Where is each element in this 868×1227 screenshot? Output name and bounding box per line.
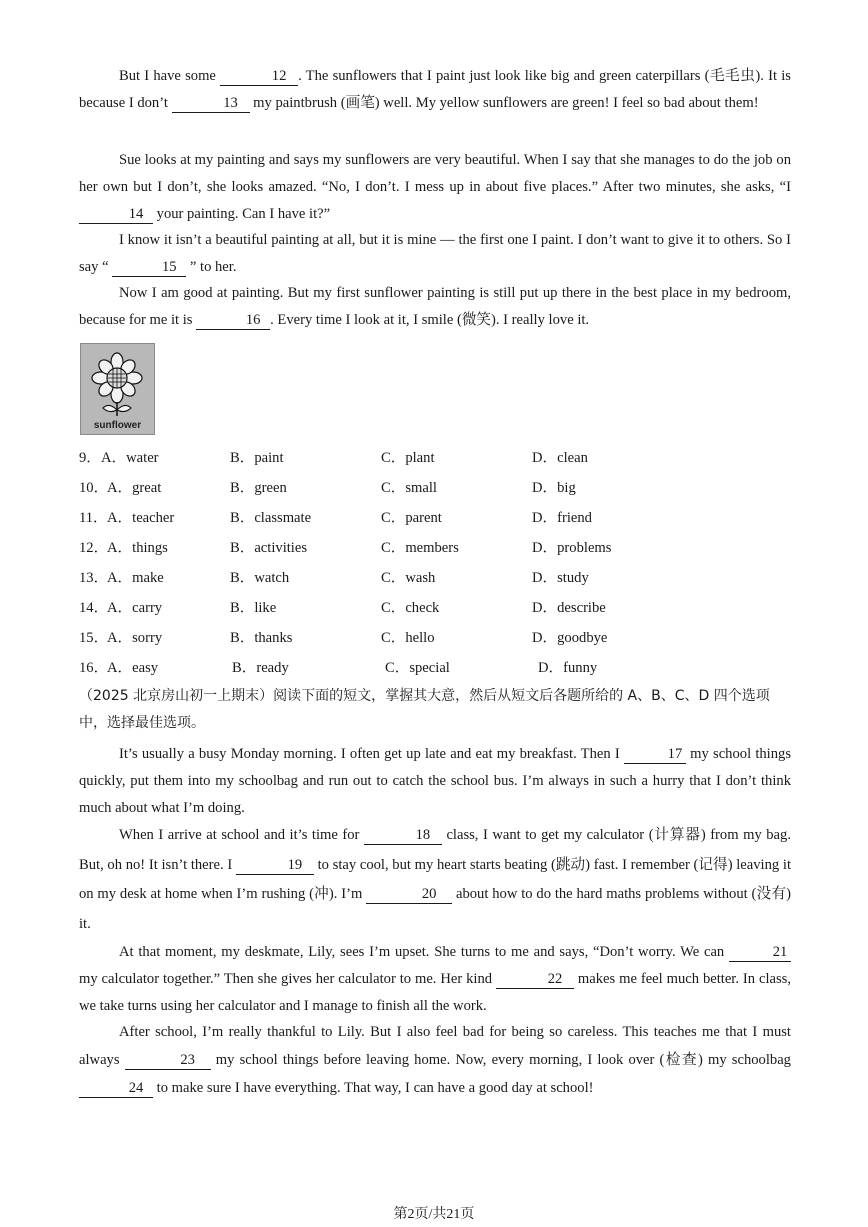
paragraph-p5 bbox=[79, 741, 791, 822]
blank-22: 22 bbox=[496, 971, 574, 989]
option-d: D．describe bbox=[532, 600, 606, 616]
option-d: D．friend bbox=[532, 510, 592, 526]
question-number: 13． bbox=[79, 570, 109, 586]
text-run: Now I am good at painting. But my first sunflower painting is still put up there in the best place in my bedroom, because for me it is bbox=[79, 285, 791, 328]
paragraph-p6 bbox=[79, 821, 791, 939]
option-c: C．plant bbox=[381, 450, 435, 466]
text-run: makes me feel much better. In class, we take turns using her calculator and I manage to finish all the work. bbox=[79, 971, 791, 1014]
question-number: 10． bbox=[79, 480, 109, 496]
option-d: D．big bbox=[532, 480, 576, 496]
text-run: to stay cool, but my heart starts beating (跳动) fast. I remember (记得) leaving it on my desk at home when I’m rushing (冲). I’m bbox=[79, 856, 792, 902]
option-c: C．check bbox=[381, 600, 440, 616]
question-number: 9． bbox=[79, 450, 101, 466]
paragraph-p3 bbox=[79, 227, 791, 281]
blank-24: 24 bbox=[79, 1080, 153, 1098]
text-run: my paintbrush (画笔) well. My yellow sunflowers are green! I feel so bad about them! bbox=[249, 95, 759, 111]
page-footer: 第2页/共21页 bbox=[393, 1207, 475, 1222]
blank-20: 20 bbox=[366, 886, 452, 904]
option-b: B．classmate bbox=[230, 510, 312, 526]
paragraph-p2 bbox=[79, 147, 791, 228]
section-intro: （2025 北京房山初一上期末）阅读下面的短文，掌握其大意，然后从短文后各题所给的 A、B、C、D 四个选项中，选择最佳选项。 bbox=[79, 688, 770, 731]
blank-18: 18 bbox=[364, 827, 442, 845]
paragraph-p4 bbox=[79, 280, 791, 334]
option-a: A．easy bbox=[107, 660, 159, 676]
blank-19: 19 bbox=[236, 857, 314, 875]
option-c: C．hello bbox=[381, 630, 435, 646]
option-b: B．watch bbox=[230, 570, 290, 586]
text-run: ” to her. bbox=[186, 259, 237, 275]
text-run: But I have some bbox=[119, 68, 221, 84]
text-run: about how to do the hard maths problems without (没有) it. bbox=[79, 886, 791, 932]
option-b: B．ready bbox=[232, 660, 289, 676]
option-c: C．special bbox=[385, 660, 450, 676]
option-b: B．thanks bbox=[230, 630, 293, 646]
text-run: class, I want to get my calculator (计算器) from my bag. But, oh no! It isn’t there. I bbox=[79, 827, 791, 873]
option-a: A．make bbox=[107, 570, 164, 586]
text-run: . Every time I look at it, I smile (微笑). I really love it. bbox=[270, 312, 590, 328]
blank-23: 23 bbox=[125, 1052, 211, 1070]
text-run: It’s usually a busy Monday morning. I often get up late and eat my breakfast. Then I bbox=[119, 746, 624, 762]
option-a: A．sorry bbox=[107, 630, 163, 646]
question-number: 11． bbox=[79, 510, 108, 526]
paragraph-p8 bbox=[79, 1018, 791, 1102]
option-d: D．study bbox=[532, 570, 589, 586]
option-c: C．parent bbox=[381, 510, 442, 526]
text-run: my calculator together.” Then she gives her calculator to me. Her kind bbox=[79, 971, 496, 987]
question-number: 12． bbox=[79, 540, 109, 556]
text-run: When I arrive at school and it’s time for bbox=[119, 827, 364, 843]
option-a: A．water bbox=[101, 450, 159, 466]
option-a: A．things bbox=[107, 540, 168, 556]
text-run: After school, I’m really thankful to Lily. But I also feel bad for being so careless. This teaches me that I must always bbox=[79, 1024, 791, 1068]
blank-13: 13 bbox=[172, 95, 250, 113]
option-c: C．wash bbox=[381, 570, 436, 586]
text-run: At that moment, my deskmate, Lily, sees I’m upset. She turns to me and says, “Don’t worry. We can bbox=[119, 944, 729, 960]
text-run: to make sure I have everything. That way, I can have a good day at school! bbox=[153, 1080, 594, 1096]
question-number: 14． bbox=[79, 600, 109, 616]
option-a: A．teacher bbox=[107, 510, 175, 526]
option-a: A．carry bbox=[107, 600, 163, 616]
text-run: . The sunflowers that I paint just look like big and green caterpillars (毛毛虫). It is because I don’t bbox=[79, 68, 791, 111]
option-b: B．green bbox=[230, 480, 287, 496]
question-number: 15． bbox=[79, 630, 109, 646]
option-d: D．clean bbox=[532, 450, 588, 466]
option-d: D．funny bbox=[538, 660, 598, 676]
text-run: my school things quickly, put them into my schoolbag and run out to catch the school bus. I’m always in such a hurry that I don’t think much about what I’m doing. bbox=[79, 746, 792, 816]
blank-21: 21 bbox=[729, 944, 791, 962]
text-run: my school things before leaving home. Now, every morning, I look over (检查) my schoolbag bbox=[210, 1052, 791, 1068]
sunflower-image bbox=[80, 343, 155, 435]
paragraph-p1 bbox=[79, 63, 791, 117]
question-number: 16． bbox=[79, 660, 109, 676]
option-b: B．like bbox=[230, 600, 277, 616]
option-c: C．members bbox=[381, 540, 459, 556]
option-a: A．great bbox=[107, 480, 162, 496]
paragraph-p7 bbox=[79, 939, 791, 1020]
image-label: sunflower bbox=[93, 420, 142, 431]
option-c: C．small bbox=[381, 480, 437, 496]
option-b: B．activities bbox=[230, 540, 308, 556]
blank-14: 14 bbox=[79, 206, 153, 224]
option-d: D．goodbye bbox=[532, 630, 608, 646]
option-d: D．problems bbox=[532, 540, 612, 556]
text-run: Sue looks at my painting and says my sunflowers are very beautiful. When I say that she manages to do the job on her own but I don’t, she looks amazed. “No, I don’t. I mess up in about five places.” After two minutes, she asks, “I bbox=[79, 152, 791, 195]
blank-17: 17 bbox=[624, 746, 686, 764]
option-b: B．paint bbox=[230, 450, 284, 466]
text-run: I know it isn’t a beautiful painting at all, but it is mine — the first one I paint. I don’t want to give it to others. So I say “ bbox=[79, 232, 791, 275]
text-run: your painting. Can I have it?” bbox=[153, 206, 331, 222]
blank-15: 15 bbox=[112, 259, 186, 277]
blank-16: 16 bbox=[196, 312, 270, 330]
blank-12: 12 bbox=[220, 68, 298, 86]
